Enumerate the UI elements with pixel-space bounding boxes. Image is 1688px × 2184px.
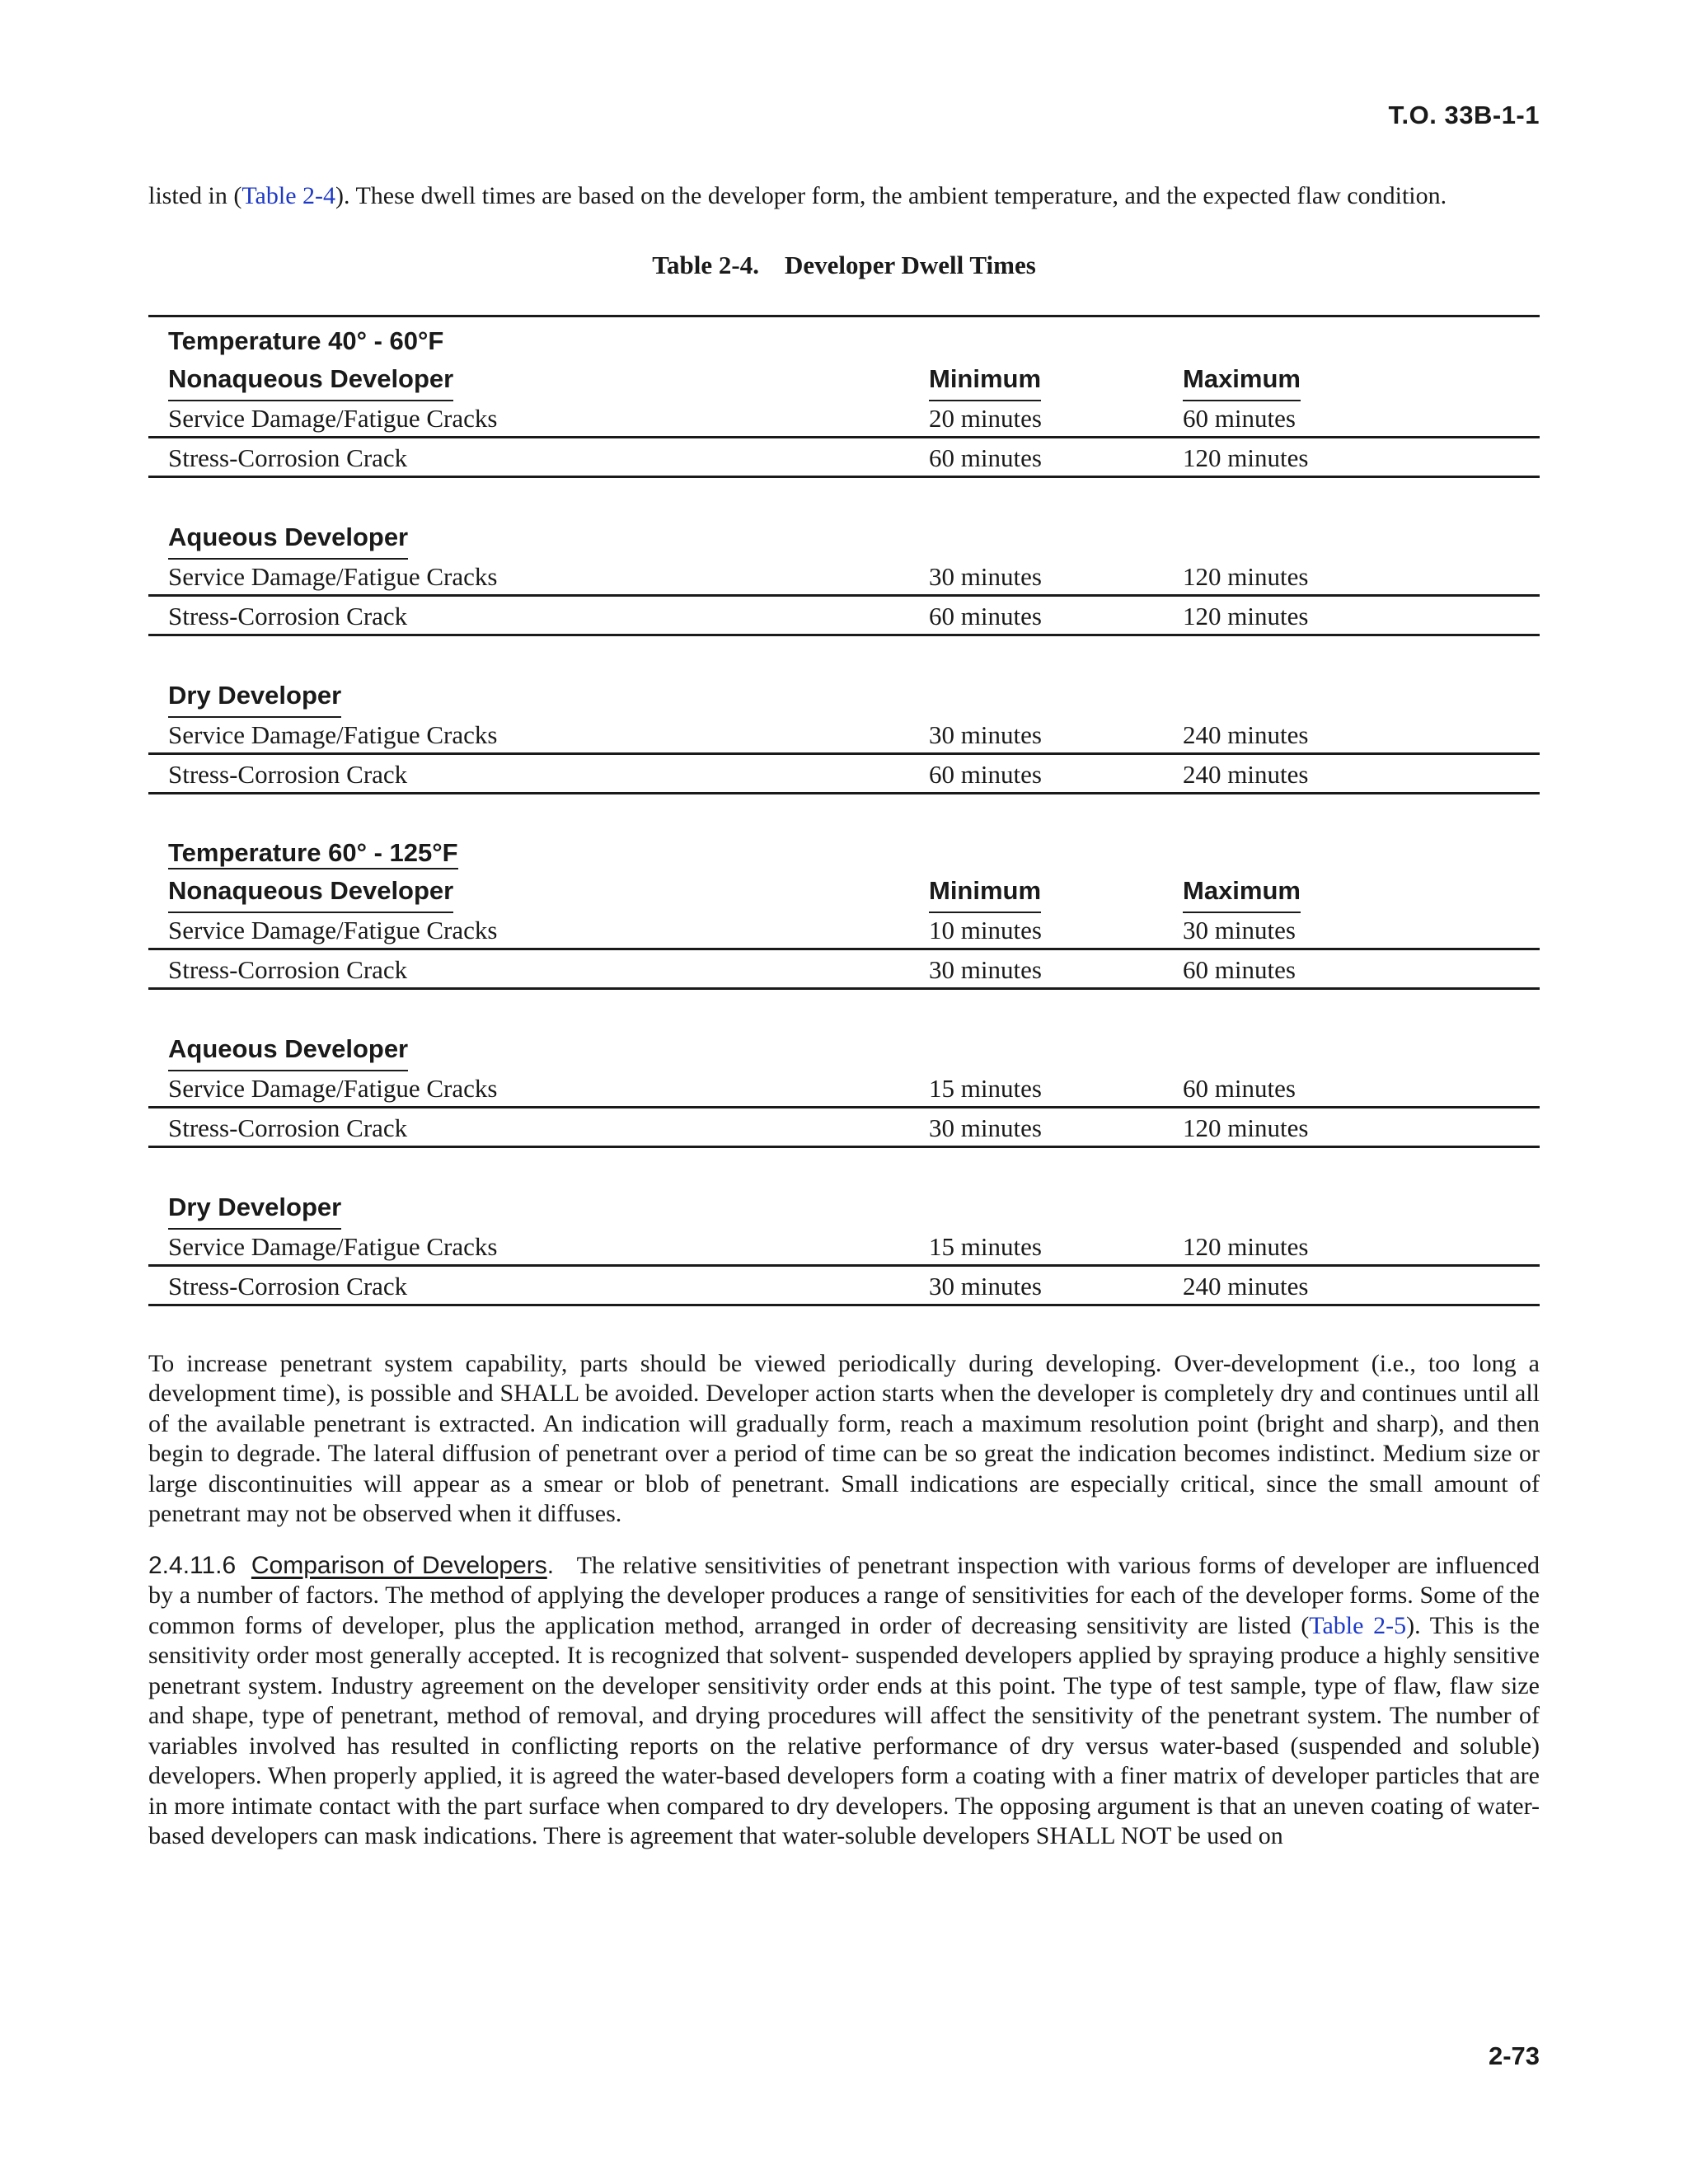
table-row <box>148 557 1540 597</box>
maximum-cell: 120 minutes <box>1183 1113 1309 1142</box>
table-row <box>148 438 1540 478</box>
page-number: 2-73 <box>1488 2041 1540 2070</box>
flaw-type-cell: Stress-Corrosion Crack <box>168 1113 408 1142</box>
maximum-cell: 240 minutes <box>1183 759 1309 789</box>
flaw-type-cell: Stress-Corrosion Crack <box>168 1271 408 1301</box>
maximum-cell: 120 minutes <box>1183 1231 1309 1261</box>
column-header-row <box>148 676 1540 715</box>
table-row <box>148 1267 1540 1306</box>
maximum-cell: 120 minutes <box>1183 443 1309 472</box>
minimum-cell: 30 minutes <box>929 561 1042 591</box>
minimum-cell: 60 minutes <box>929 759 1042 789</box>
table-row <box>148 715 1540 755</box>
column-header-row <box>148 518 1540 557</box>
column-header-row <box>148 1029 1540 1069</box>
maximum-cell: 30 minutes <box>1183 915 1296 944</box>
table-row <box>148 911 1540 950</box>
column-header-row <box>148 1188 1540 1227</box>
flaw-type-cell: Service Damage/Fatigue Cracks <box>168 719 498 749</box>
table-row <box>148 1069 1540 1108</box>
minimum-cell: 60 minutes <box>929 601 1042 630</box>
flaw-type-cell: Service Damage/Fatigue Cracks <box>168 403 498 433</box>
flaw-type-cell: Service Damage/Fatigue Cracks <box>168 1231 498 1261</box>
table-section <box>148 834 1540 990</box>
minimum-cell: 30 minutes <box>929 954 1042 984</box>
minimum-cell: 15 minutes <box>929 1073 1042 1103</box>
table-row <box>148 1227 1540 1267</box>
maximum-cell: 120 minutes <box>1183 561 1309 591</box>
developer-type-header: Aqueous Developer <box>168 1029 408 1071</box>
minimum-cell: 15 minutes <box>929 1231 1042 1261</box>
temperature-range-header: Temperature 40° - 60°F <box>168 326 444 355</box>
minimum-cell: 10 minutes <box>929 915 1042 944</box>
developer-type-header: Dry Developer <box>168 676 341 718</box>
temperature-range-header: Temperature 60° - 125°F <box>148 834 1540 871</box>
developer-type-header: Dry Developer <box>168 1188 341 1230</box>
maximum-cell: 240 minutes <box>1183 1271 1309 1301</box>
table-2-5-link[interactable]: Table 2-5 <box>1309 1611 1407 1639</box>
developer-type-header: Aqueous Developer <box>168 518 408 560</box>
minimum-cell: 30 minutes <box>929 719 1042 749</box>
maximum-cell: 60 minutes <box>1183 954 1296 984</box>
developer-type-header: Nonaqueous Developer <box>168 359 453 401</box>
maximum-cell: 240 minutes <box>1183 719 1309 749</box>
table-section <box>148 518 1540 636</box>
flaw-type-cell: Stress-Corrosion Crack <box>168 954 408 984</box>
section-title: Comparison of Developers <box>251 1551 547 1579</box>
minimum-cell: 60 minutes <box>929 443 1042 472</box>
page-content <box>148 181 1540 1852</box>
minimum-cell: 30 minutes <box>929 1271 1042 1301</box>
minimum-cell: 20 minutes <box>929 403 1042 433</box>
maximum-cell: 120 minutes <box>1183 601 1309 630</box>
intro-paragraph: listed in (Table 2-4). These dwell times are based on the developer form, the ambient temperature, and the expected flaw condition. <box>148 182 1447 209</box>
maximum-cell: 60 minutes <box>1183 403 1296 433</box>
table-row <box>148 399 1540 438</box>
table-section <box>148 676 1540 794</box>
maximum-header: Maximum <box>1183 359 1301 401</box>
flaw-type-cell: Stress-Corrosion Crack <box>168 443 408 472</box>
developer-type-header: Nonaqueous Developer <box>168 871 453 913</box>
table-section <box>148 1188 1540 1306</box>
flaw-type-cell: Stress-Corrosion Crack <box>168 601 408 630</box>
maximum-cell: 60 minutes <box>1183 1073 1296 1103</box>
minimum-header: Minimum <box>929 359 1041 401</box>
section-paragraph: 2.4.11.6 Comparison of Developers. The relative sensitivities of penetrant inspection with various forms of developer are influenced by a number of factors. The method of applying the developer produces a range of sensitivities for each of the developer forms. Some of the common forms of developer, plus the application method, arranged in order of decreasing sensitivity are listed (Table 2-5). This is the sensitivity order most generally accepted. It is recognized that solvent- suspended developers applied by spraying produce a highly sensitive penetrant system. Industry agreement on the developer sensitivity order ends at this point. The type of test sample, type of flaw, flaw size and shape, type of penetrant, method of removal, and drying procedures will affect the sensitivity of the penetrant system. The number of variables involved has resulted in conflicting reports on the relative performance of dry versus water-based (suspended and soluble) developers. When properly applied, it is agreed the water-based developers form a coating with a finer matrix of developer particles that are in more intimate contact with the part surface when compared to dry developers. The opposing argument is that an uneven coating of water-based developers can mask indications. There is agreement that water-soluble developers SHALL NOT be used on <box>148 1551 1540 1849</box>
table-section <box>148 322 1540 478</box>
table-row <box>148 950 1540 990</box>
table-row <box>148 1108 1540 1148</box>
maximum-header: Maximum <box>1183 871 1301 913</box>
flaw-type-cell: Service Damage/Fatigue Cracks <box>168 915 498 944</box>
table-title: Table 2-4. Developer Dwell Times <box>652 250 1036 279</box>
flaw-type-cell: Stress-Corrosion Crack <box>168 759 408 789</box>
column-header-row <box>148 359 1540 399</box>
document-id: T.O. 33B-1-1 <box>1388 101 1540 129</box>
development-paragraph: To increase penetrant system capability, parts should be viewed periodically during developing. Over-development (i.e., too long a development time), is possible and SHALL be avoided. Developer action starts when the developer is completely dry and continues until all of the available penetrant is extracted. An indication will gradually form, reach a maximum resolution point (bright and sharp), and then begin to degrade. The lateral diffusion of penetrant over a period of time can be so great the indication becomes indistinct. Medium size or large discontinuities will appear as a smear or blob of penetrant. Small indications are especially critical, since the small amount of penetrant may not be observed when it diffuses. <box>148 1349 1540 1527</box>
section-number: 2.4.11.6 <box>148 1551 237 1579</box>
minimum-header: Minimum <box>929 871 1041 913</box>
table-2-4-link[interactable]: Table 2-4 <box>241 182 336 209</box>
table-row <box>148 755 1540 794</box>
column-header-row <box>148 871 1540 911</box>
flaw-type-cell: Service Damage/Fatigue Cracks <box>168 561 498 591</box>
dwell-times-table <box>148 315 1540 1306</box>
flaw-type-cell: Service Damage/Fatigue Cracks <box>168 1073 498 1103</box>
minimum-cell: 30 minutes <box>929 1113 1042 1142</box>
table-section <box>148 1029 1540 1148</box>
table-row <box>148 597 1540 636</box>
